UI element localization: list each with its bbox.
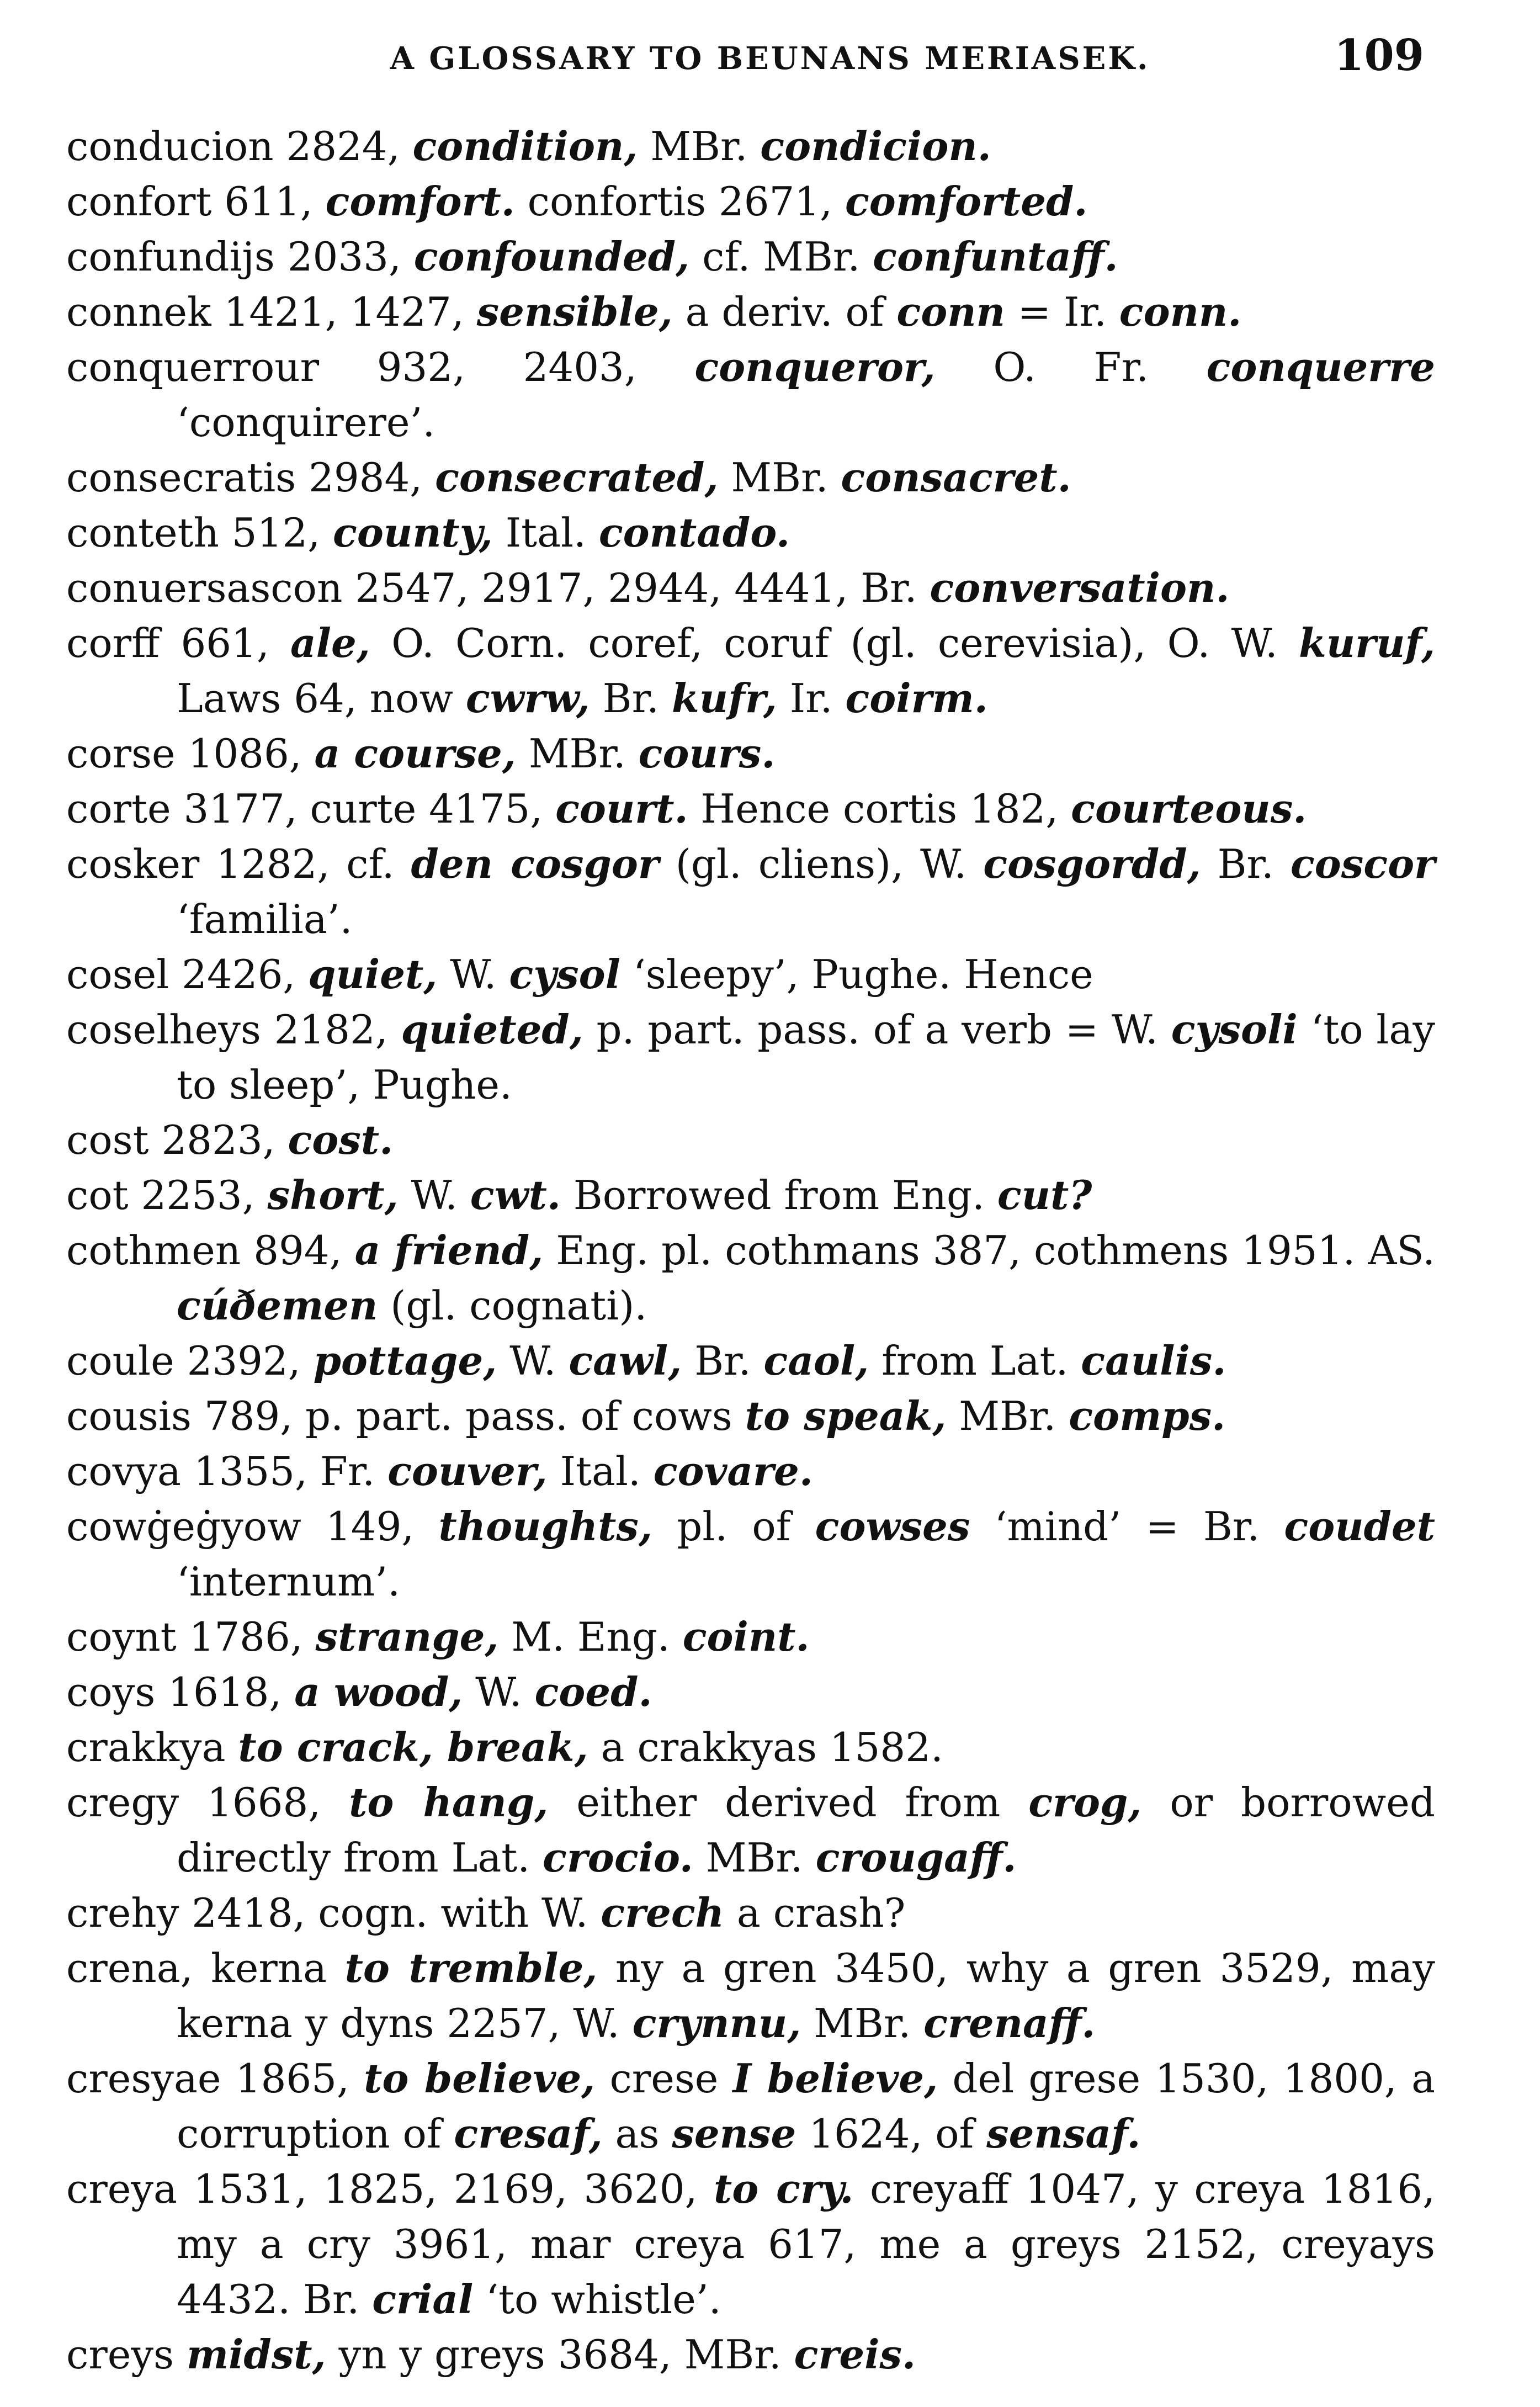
entry-text: Laws 64, now bbox=[177, 675, 466, 722]
entry-gloss: condition, bbox=[412, 123, 638, 169]
entry-text: crakkya bbox=[66, 1724, 238, 1770]
glossary-entry bbox=[66, 2161, 1435, 2327]
entry-gloss: comps. bbox=[1069, 1392, 1226, 1439]
entry-gloss: consacret. bbox=[841, 454, 1071, 501]
entry-text: cosker 1282, cf. bbox=[66, 841, 411, 887]
entry-gloss: sense bbox=[672, 2110, 796, 2157]
glossary-entry bbox=[66, 1444, 1435, 1499]
entry-text: cothmen 894, bbox=[66, 1227, 355, 1274]
entry-gloss: contado. bbox=[598, 509, 790, 556]
entry-text: confundijs 2033, bbox=[66, 234, 414, 280]
glossary-entry bbox=[66, 2327, 1435, 2382]
entry-text: W. bbox=[437, 951, 509, 998]
entry-gloss: kufr, bbox=[671, 675, 777, 722]
entry-text: MBr. bbox=[516, 730, 639, 777]
glossary-entry bbox=[66, 1223, 1435, 1333]
entry-text: cosel 2426, bbox=[66, 951, 309, 998]
entry-text: W. bbox=[497, 1338, 569, 1384]
entry-text: crehy 2418, cogn. with W. bbox=[66, 1890, 601, 1936]
entry-text: yn y greys 3684, MBr. bbox=[326, 2331, 794, 2378]
glossary-entry bbox=[66, 781, 1435, 836]
entry-text: ‘mind’ = Br. bbox=[970, 1503, 1284, 1550]
entry-text: coys 1618, bbox=[66, 1669, 295, 1715]
entry-text: cregy 1668, bbox=[66, 1779, 349, 1826]
entry-text: p. part. pass. of a verb = W. bbox=[583, 1006, 1171, 1053]
entry-gloss: coudet bbox=[1284, 1503, 1435, 1550]
entry-gloss: thoughts, bbox=[438, 1503, 653, 1550]
entry-text: cowġeġyow 149, bbox=[66, 1503, 439, 1550]
glossary-entry bbox=[66, 836, 1435, 947]
entry-text: cresyae 1865, bbox=[66, 2055, 364, 2102]
entry-text: MBr. bbox=[801, 2000, 924, 2047]
entry-text: Ital. bbox=[492, 510, 599, 556]
entry-gloss: covare. bbox=[653, 1448, 813, 1494]
entry-text: a deriv. of bbox=[672, 289, 897, 335]
entry-text: W. bbox=[398, 1172, 470, 1218]
entry-gloss: conqueror, bbox=[694, 343, 936, 390]
entry-gloss: crougaff. bbox=[815, 1834, 1017, 1881]
glossary-entry bbox=[66, 1609, 1435, 1664]
entry-text: or borrowed directly from Lat. bbox=[177, 1779, 1435, 1881]
glossary-entry bbox=[66, 1112, 1435, 1168]
glossary-entry bbox=[66, 1941, 1435, 2051]
glossary-entry bbox=[66, 726, 1435, 781]
entry-gloss: quieted, bbox=[401, 1006, 583, 1053]
entry-text: ‘to lay to sleep’, Pughe. bbox=[177, 1006, 1436, 1108]
entry-gloss: to believe, bbox=[364, 2055, 596, 2102]
entry-text: ‘to whistle’. bbox=[473, 2276, 721, 2323]
entry-gloss: conn. bbox=[1119, 288, 1242, 335]
entry-text: Ital. bbox=[547, 1448, 654, 1494]
entry-gloss: crog, bbox=[1028, 1779, 1142, 1826]
glossary-entry bbox=[66, 174, 1435, 229]
entry-gloss: cowses bbox=[815, 1503, 970, 1550]
entry-text: creys bbox=[66, 2331, 187, 2378]
entry-gloss: crial bbox=[372, 2276, 474, 2323]
entry-text: corte 3177, curte 4175, bbox=[66, 786, 556, 832]
entry-gloss: sensible, bbox=[476, 288, 673, 335]
entry-text: connek 1421, 1427, bbox=[66, 289, 477, 335]
entry-gloss: cawl, bbox=[569, 1337, 682, 1384]
entry-gloss: ale, bbox=[290, 619, 370, 666]
entry-gloss: pottage, bbox=[313, 1337, 497, 1384]
glossary-entry bbox=[66, 560, 1435, 616]
entry-gloss: conquerre bbox=[1206, 343, 1435, 390]
entry-text: crese bbox=[595, 2055, 733, 2102]
entry-text: consecratis 2984, bbox=[66, 454, 436, 501]
entry-text: creyaff 1047, y creya 1816, my a cry 3961, mar creya 617, me a greys 2152, creyays 4432. Br. bbox=[177, 2166, 1436, 2323]
glossary-entry bbox=[66, 450, 1435, 505]
entry-text: conuersascon 2547, 2917, 2944, 4441, Br. bbox=[66, 565, 930, 611]
entry-text: MBr. bbox=[638, 123, 761, 169]
entry-gloss: couver, bbox=[387, 1448, 548, 1494]
entry-text: ‘internum’. bbox=[177, 1558, 401, 1605]
entry-text: cost 2823, bbox=[66, 1117, 288, 1163]
entry-text: O. Corn. coref, coruf (gl. cerevisia), O. W. bbox=[370, 620, 1299, 666]
entry-gloss: a wood, bbox=[294, 1668, 463, 1715]
entry-text: Hence cortis 182, bbox=[688, 786, 1071, 832]
glossary-entry bbox=[66, 340, 1435, 450]
entry-gloss: sensaf. bbox=[986, 2110, 1141, 2157]
entry-gloss: caol, bbox=[763, 1337, 869, 1384]
entry-gloss: cúðemen bbox=[177, 1282, 378, 1329]
entry-text: ny a gren 3450, why a gren 3529, may kerna y dyns 2257, W. bbox=[177, 1945, 1435, 2047]
entry-gloss: cwrw, bbox=[465, 675, 590, 722]
entry-text: a crakkyas 1582. bbox=[588, 1724, 943, 1770]
entry-text: pl. of bbox=[652, 1503, 815, 1550]
entry-text: MBr. bbox=[718, 454, 841, 501]
entry-text: a crash? bbox=[724, 1890, 906, 1936]
entry-text: conducion 2824, bbox=[66, 123, 413, 169]
glossary-entry bbox=[66, 947, 1435, 1002]
glossary-entry bbox=[66, 1388, 1435, 1444]
entry-gloss: cysol bbox=[509, 951, 621, 998]
entry-gloss: county, bbox=[332, 509, 493, 556]
entry-text: ‘familia’. bbox=[177, 896, 353, 942]
entry-gloss: den cosgor bbox=[411, 840, 659, 887]
page-number: 109 bbox=[1334, 30, 1424, 81]
entry-gloss: cysoli bbox=[1171, 1006, 1298, 1053]
page-header bbox=[0, 30, 1540, 91]
entry-gloss: condicion. bbox=[760, 123, 991, 169]
entry-gloss: cut? bbox=[997, 1171, 1092, 1218]
entry-text: as bbox=[602, 2111, 672, 2157]
glossary-entry bbox=[66, 616, 1435, 726]
entry-text: ‘sleepy’, Pughe. Hence bbox=[620, 951, 1093, 998]
entry-gloss: to cry. bbox=[714, 2165, 854, 2212]
glossary-entry bbox=[66, 119, 1435, 174]
entry-gloss: coirm. bbox=[845, 675, 988, 722]
glossary-entry bbox=[66, 229, 1435, 284]
glossary-entry bbox=[66, 1002, 1435, 1112]
glossary-entry bbox=[66, 1168, 1435, 1223]
entry-text: cot 2253, bbox=[66, 1172, 268, 1218]
glossary-entry bbox=[66, 284, 1435, 340]
entry-gloss: comfort. bbox=[325, 178, 515, 225]
entry-text: either derived from bbox=[548, 1779, 1029, 1826]
glossary-entry bbox=[66, 2051, 1435, 2161]
glossary-entry bbox=[66, 1499, 1435, 1609]
entry-gloss: to crack, break, bbox=[238, 1724, 588, 1770]
entry-text: confort 611, bbox=[66, 178, 326, 225]
glossary-entry bbox=[66, 1885, 1435, 1941]
entry-gloss: cosgordd, bbox=[983, 840, 1201, 887]
glossary-entry bbox=[66, 1720, 1435, 1775]
entry-gloss: conn bbox=[896, 288, 1005, 335]
glossary-entry bbox=[66, 1664, 1435, 1720]
entry-gloss: crenaff. bbox=[923, 2000, 1096, 2047]
entry-text: creya 1531, 1825, 2169, 3620, bbox=[66, 2166, 714, 2212]
glossary-entries bbox=[66, 119, 1435, 2382]
entry-gloss: cost. bbox=[288, 1116, 394, 1163]
entry-gloss: coscor bbox=[1290, 840, 1436, 887]
entry-gloss: to hang, bbox=[349, 1779, 549, 1826]
entry-gloss: crocio. bbox=[543, 1834, 693, 1881]
entry-gloss: short, bbox=[267, 1171, 399, 1218]
entry-text: corse 1086, bbox=[66, 730, 315, 777]
entry-text: Ir. bbox=[777, 675, 846, 722]
entry-text: 1624, of bbox=[796, 2111, 987, 2157]
entry-text: (gl. cliens), W. bbox=[659, 841, 984, 887]
entry-gloss: strange, bbox=[315, 1613, 499, 1660]
entry-gloss: conversation. bbox=[930, 564, 1230, 611]
entry-gloss: I believe, bbox=[732, 2055, 938, 2102]
entry-text: coule 2392, bbox=[66, 1338, 314, 1384]
entry-gloss: crynnu, bbox=[632, 2000, 801, 2047]
entry-text: del grese 1530, 1800, a corruption of bbox=[177, 2055, 1435, 2157]
entry-gloss: court. bbox=[555, 785, 688, 832]
entry-gloss: crech bbox=[601, 1889, 725, 1936]
entry-text: cousis 789, p. part. pass. of cows bbox=[66, 1393, 745, 1439]
entry-gloss: consecrated, bbox=[435, 454, 719, 501]
entry-text: covya 1355, Fr. bbox=[66, 1448, 388, 1494]
entry-text: W. bbox=[463, 1669, 535, 1715]
entry-text: crena, kerna bbox=[66, 1945, 345, 1991]
entry-text: coselheys 2182, bbox=[66, 1006, 401, 1053]
entry-text: Br. bbox=[590, 675, 672, 722]
entry-text: M. Eng. bbox=[498, 1614, 683, 1660]
entry-gloss: a course, bbox=[314, 730, 516, 777]
entry-text: conquerrour 932, 2403, bbox=[66, 344, 695, 390]
entry-gloss: kuruf, bbox=[1299, 619, 1436, 666]
entry-text: cf. MBr. bbox=[689, 234, 873, 280]
entry-gloss: confounded, bbox=[413, 233, 690, 280]
entry-text: ‘conquirere’. bbox=[177, 399, 436, 446]
entry-gloss: caulis. bbox=[1081, 1337, 1226, 1384]
glossary-entry bbox=[66, 1333, 1435, 1388]
entry-gloss: cwt. bbox=[470, 1171, 561, 1218]
entry-gloss: midst, bbox=[186, 2331, 326, 2378]
glossary-entry bbox=[66, 505, 1435, 560]
entry-gloss: comforted. bbox=[845, 178, 1088, 225]
entry-gloss: creis. bbox=[794, 2331, 916, 2378]
entry-text: from Lat. bbox=[869, 1338, 1081, 1384]
entry-gloss: to tremble, bbox=[344, 1944, 598, 1991]
entry-text: confortis 2671, bbox=[514, 178, 845, 225]
entry-text: Eng. pl. cothmans 387, cothmens 1951. AS. bbox=[543, 1227, 1435, 1274]
entry-text: (gl. cognati). bbox=[378, 1282, 647, 1329]
glossary-entry bbox=[66, 1775, 1435, 1885]
entry-text: = Ir. bbox=[1005, 289, 1119, 335]
entry-gloss: a friend, bbox=[354, 1227, 544, 1274]
entry-gloss: quiet, bbox=[308, 951, 438, 998]
entry-text: coynt 1786, bbox=[66, 1614, 316, 1660]
entry-text: O. Fr. bbox=[935, 344, 1207, 390]
running-title: A GLOSSARY TO BEUNANS MERIASEK. bbox=[390, 40, 1150, 77]
entry-text: conteth 512, bbox=[66, 510, 333, 556]
entry-gloss: confuntaff. bbox=[873, 233, 1118, 280]
entry-gloss: cours. bbox=[638, 730, 776, 777]
entry-text: Borrowed from Eng. bbox=[560, 1172, 997, 1218]
entry-gloss: to speak, bbox=[745, 1392, 947, 1439]
entry-gloss: courteous. bbox=[1071, 785, 1307, 832]
entry-gloss: coed. bbox=[534, 1668, 652, 1715]
entry-text: MBr. bbox=[693, 1835, 816, 1881]
entry-text: Br. bbox=[682, 1338, 764, 1384]
entry-text: MBr. bbox=[946, 1393, 1069, 1439]
entry-gloss: cresaf, bbox=[454, 2110, 603, 2157]
entry-text: Br. bbox=[1201, 841, 1291, 887]
entry-text: corff 661, bbox=[66, 620, 290, 666]
entry-gloss: coint. bbox=[682, 1613, 810, 1660]
